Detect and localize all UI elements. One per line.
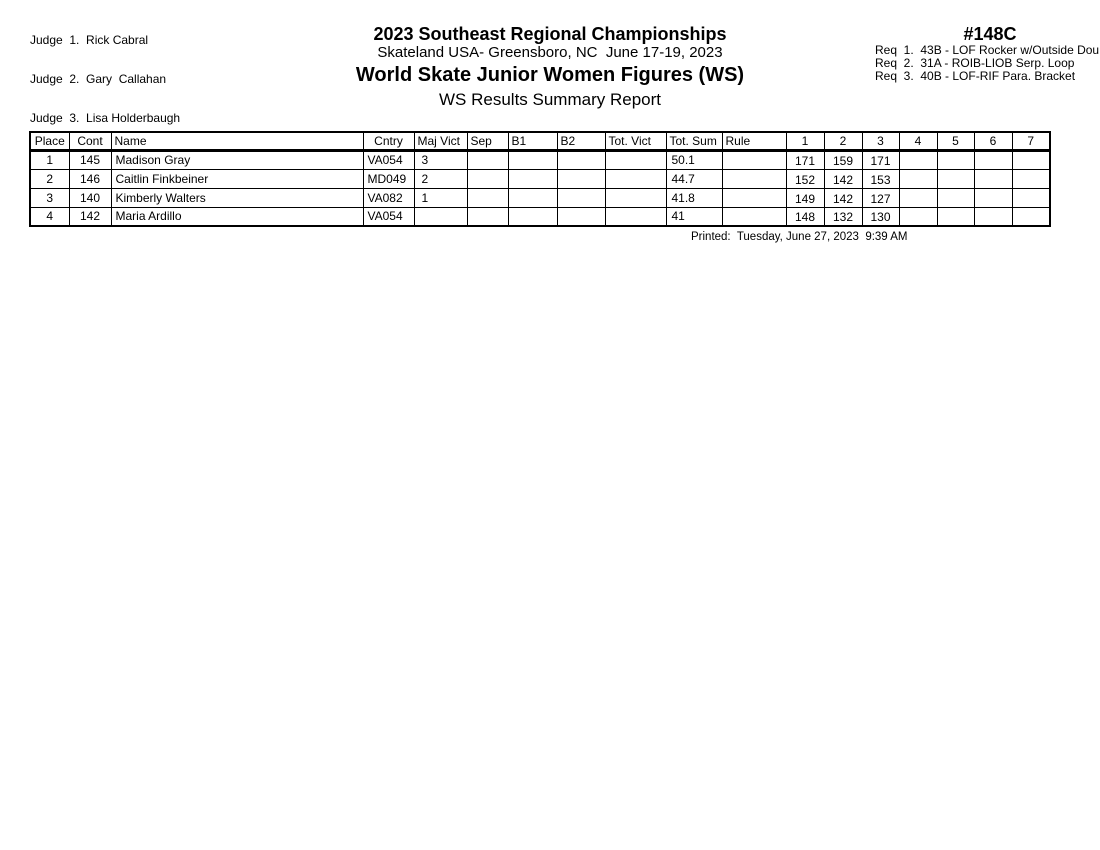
cell-j1: 152 [786,169,824,188]
cell-j7 [1012,150,1050,169]
cell-j7 [1012,169,1050,188]
cell-j3: 130 [862,207,899,226]
cell-j6 [974,169,1012,188]
cell-j5 [937,207,974,226]
judge-line: Judge 3. Lisa Holderbaugh [30,111,181,125]
column-header-j4: 4 [899,132,937,150]
cell-cntry: MD049 [363,169,414,188]
cell-place: 1 [30,150,69,169]
cell-name: Madison Gray [111,150,363,169]
cell-tot_vict [605,207,666,226]
table-row [30,207,1050,226]
championship-title: 2023 Southeast Regional Championships [373,24,727,44]
cell-tot_vict [605,188,666,207]
cell-j6 [974,188,1012,207]
cell-cont: 145 [69,150,111,169]
cell-rule [722,169,786,188]
cell-b1 [508,150,557,169]
column-header-j6: 6 [974,132,1012,150]
cell-j7 [1012,207,1050,226]
cell-j2: 142 [824,188,862,207]
cell-maj_vict: 2 [414,169,467,188]
cell-j4 [899,169,937,188]
cell-name: Maria Ardillo [111,207,363,226]
cell-maj_vict: 1 [414,188,467,207]
requirement-line: Req 1. 43B - LOF Rocker w/Outside Dou [875,43,1100,57]
cell-b1 [508,188,557,207]
cell-sep [467,169,508,188]
cell-place: 4 [30,207,69,226]
cell-tot_sum: 41.8 [666,188,722,207]
column-header-j1: 1 [786,132,824,150]
cell-sep [467,207,508,226]
printed-timestamp: Printed: Tuesday, June 27, 2023 9:39 AM [691,231,908,243]
column-header-j7: 7 [1012,132,1050,150]
cell-j2: 132 [824,207,862,226]
cell-tot_sum: 41 [666,207,722,226]
cell-b2 [557,207,605,226]
results-table-body [30,150,1050,226]
cell-j5 [937,150,974,169]
cell-cntry: VA082 [363,188,414,207]
cell-rule [722,188,786,207]
cell-name: Kimberly Walters [111,188,363,207]
results-table [29,131,1051,227]
cell-j5 [937,188,974,207]
cell-j6 [974,150,1012,169]
cell-tot_sum: 44.7 [666,169,722,188]
column-header-name: Name [111,132,363,150]
cell-j1: 149 [786,188,824,207]
cell-b1 [508,169,557,188]
cell-j4 [899,207,937,226]
cell-j1: 148 [786,207,824,226]
cell-j2: 142 [824,169,862,188]
cell-rule [722,207,786,226]
cell-tot_vict [605,169,666,188]
table-row [30,188,1050,207]
cell-sep [467,188,508,207]
cell-maj_vict [414,207,467,226]
cell-j3: 171 [862,150,899,169]
cell-tot_sum: 50.1 [666,150,722,169]
cell-j3: 127 [862,188,899,207]
judge-line: Judge 2. Gary Callahan [30,72,167,86]
column-header-cntry: Cntry [363,132,414,150]
results-table-head [30,132,1050,150]
column-header-cont: Cont [69,132,111,150]
cell-cont: 140 [69,188,111,207]
venue-date-line: Skateland USA- Greensboro, NC June 17-19, 2023 [377,44,723,61]
column-header-maj_vict: Maj Vict [414,132,467,150]
cell-place: 3 [30,188,69,207]
requirement-line: Req 2. 31A - ROIB-LIOB Serp. Loop [875,56,1075,70]
event-number: #148C [963,24,1017,44]
column-header-b2: B2 [557,132,605,150]
cell-j6 [974,207,1012,226]
cell-j4 [899,188,937,207]
cell-cntry: VA054 [363,150,414,169]
cell-b2 [557,150,605,169]
cell-rule [722,150,786,169]
column-header-tot_sum: Tot. Sum [666,132,722,150]
cell-name: Caitlin Finkbeiner [111,169,363,188]
judge-line: Judge 1. Rick Cabral [30,33,149,47]
column-header-j3: 3 [862,132,899,150]
cell-maj_vict: 3 [414,150,467,169]
column-header-place: Place [30,132,69,150]
cell-j7 [1012,188,1050,207]
cell-b2 [557,169,605,188]
cell-b2 [557,188,605,207]
cell-sep [467,150,508,169]
report-title: WS Results Summary Report [439,90,661,109]
cell-j2: 159 [824,150,862,169]
table-row [30,150,1050,169]
column-header-sep: Sep [467,132,508,150]
requirements-block [875,24,1100,83]
table-row [30,169,1050,188]
cell-cont: 142 [69,207,111,226]
column-header-b1: B1 [508,132,557,150]
cell-j3: 153 [862,169,899,188]
requirement-line: Req 3. 40B - LOF-RIF Para. Bracket [875,69,1076,83]
cell-place: 2 [30,169,69,188]
column-header-j5: 5 [937,132,974,150]
column-header-rule: Rule [722,132,786,150]
column-header-j2: 2 [824,132,862,150]
cell-j4 [899,150,937,169]
cell-cont: 146 [69,169,111,188]
cell-j1: 171 [786,150,824,169]
event-title: World Skate Junior Women Figures (WS) [355,64,745,86]
column-header-tot_vict: Tot. Vict [605,132,666,150]
cell-j5 [937,169,974,188]
cell-cntry: VA054 [363,207,414,226]
header-row [30,132,1050,150]
cell-b1 [508,207,557,226]
cell-tot_vict [605,150,666,169]
